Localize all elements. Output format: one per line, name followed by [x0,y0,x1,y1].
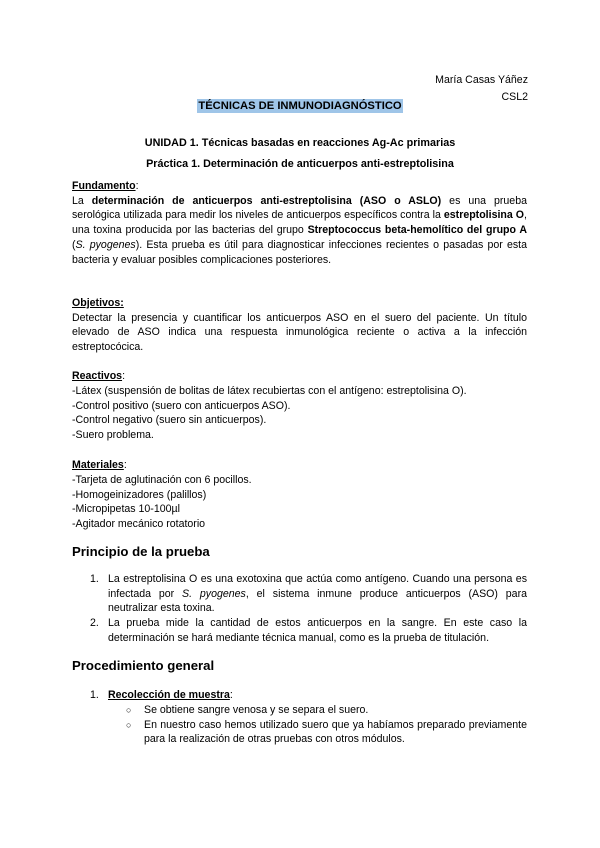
procedimiento-sublist [126,703,527,747]
circle-bullet-icon: ○ [126,719,132,730]
author-name: María Casas Yáñez [435,74,528,86]
list-item: -Control negativo (suero sin anticuerpos). [72,414,267,427]
objetivos-section [72,296,527,355]
fundamento-section: Fundamento: La determinación de anticuerpos anti-estreptolisina (ASO o ASLO) es una prueba serológica utilizada para medir los niveles de anticuerpos específicos contra la estreptolisina O, una toxina producida por las bacterias del grupo Streptococcus beta-hemolítico del grupo A (S. pyogenes). Esta prueba es útil para diagnosticar infecciones recientes o pasadas por esta bacteria y evaluar posibles complicaciones posteriores. [72,180,528,266]
list-item: -Homogeinizadores (palillos) [72,488,207,501]
materiales-label: Materiales [72,459,124,471]
objetivos-paragraph: Detectar la presencia y cuantificar los anticuerpos ASO en el suero del paciente. Un título elevado de ASO indica una respuesta inmunológica reciente o activa a la infección estreptocócica. [72,311,527,354]
procedimiento-list [90,688,527,703]
step-label: Recolección de muestra [108,689,230,701]
list-item: -Tarjeta de aglutinación con 6 pocillos. [72,473,252,486]
list-item: ○ Se obtiene sangre venosa y se separa el suero. [126,704,369,716]
document-title-wrap [0,99,600,113]
list-item: -Control positivo (suero con anticuerpos ASO). [72,399,291,412]
document-title: TÉCNICAS DE INMUNODIAGNÓSTICO [198,100,402,112]
reactivos-section: Reactivos: -Látex (suspensión de bolitas de látex recubiertas con el antígeno: estreptolisina O). -Control positivo (suero con anticuerpos ASO). -Control negativo (suero sin anticuerpos). -Suero problema. [72,369,527,443]
procedimiento-heading: Procedimiento general [72,658,215,673]
circle-bullet-icon: ○ [126,705,132,715]
list-item: 1. La estreptolisina O es una exotoxina que actúa como antígeno. Cuando una persona es infectada por S. pyogenes, el sistema inmune produce anticuerpos (ASO) para neutralizar esta toxina. [90,573,527,615]
list-item: -Micropipetas 10-100µl [72,503,180,516]
principio-heading: Principio de la prueba [72,544,210,559]
list-item: -Suero problema. [72,429,154,442]
fundamento-label: Fundamento [72,180,136,192]
group-code: CSL2 [501,91,528,103]
list-item: -Látex (suspensión de bolitas de látex recubiertas con el antígeno: estreptolisina O). [72,384,467,397]
list-item: 1. Recolección de muestra: [90,689,233,701]
list-item: ○ En nuestro caso hemos utilizado suero que ya habíamos preparado previamente para la realización de otras pruebas con otros módulos. [126,718,527,746]
materiales-section: Materiales: -Tarjeta de aglutinación con 6 pocillos. -Homogeinizadores (palillos) -Micropipetas 10-100µl -Agitador mecánico rotatorio [72,458,527,532]
list-item: -Agitador mecánico rotatorio [72,518,206,531]
fundamento-paragraph: La determinación de anticuerpos anti-estreptolisina (ASO o ASLO) es una prueba serológica utilizada para medir los niveles de anticuerpos específicos contra la estreptolisina O, una toxina producida por las bacterias del grupo Streptococcus beta-hemolítico del grupo A (S. pyogenes). Esta prueba es útil para diagnosticar infecciones recientes o pasadas por esta bacteria y evaluar posibles complicaciones posteriores. [72,194,528,266]
objetivos-label: Objetivos: [72,297,124,309]
principio-list [90,572,527,646]
unit-heading: UNIDAD 1. Técnicas basadas en reacciones Ag-Ac primarias [144,137,456,149]
practice-heading: Práctica 1. Determinación de anticuerpos anti-estreptolisina [146,158,454,170]
reactivos-label: Reactivos [72,370,123,382]
list-item: 2. La prueba mide la cantidad de estos anticuerpos en la sangre. En este caso la determinación se hará mediante técnica manual, como es la prueba de titulación. [90,617,527,644]
